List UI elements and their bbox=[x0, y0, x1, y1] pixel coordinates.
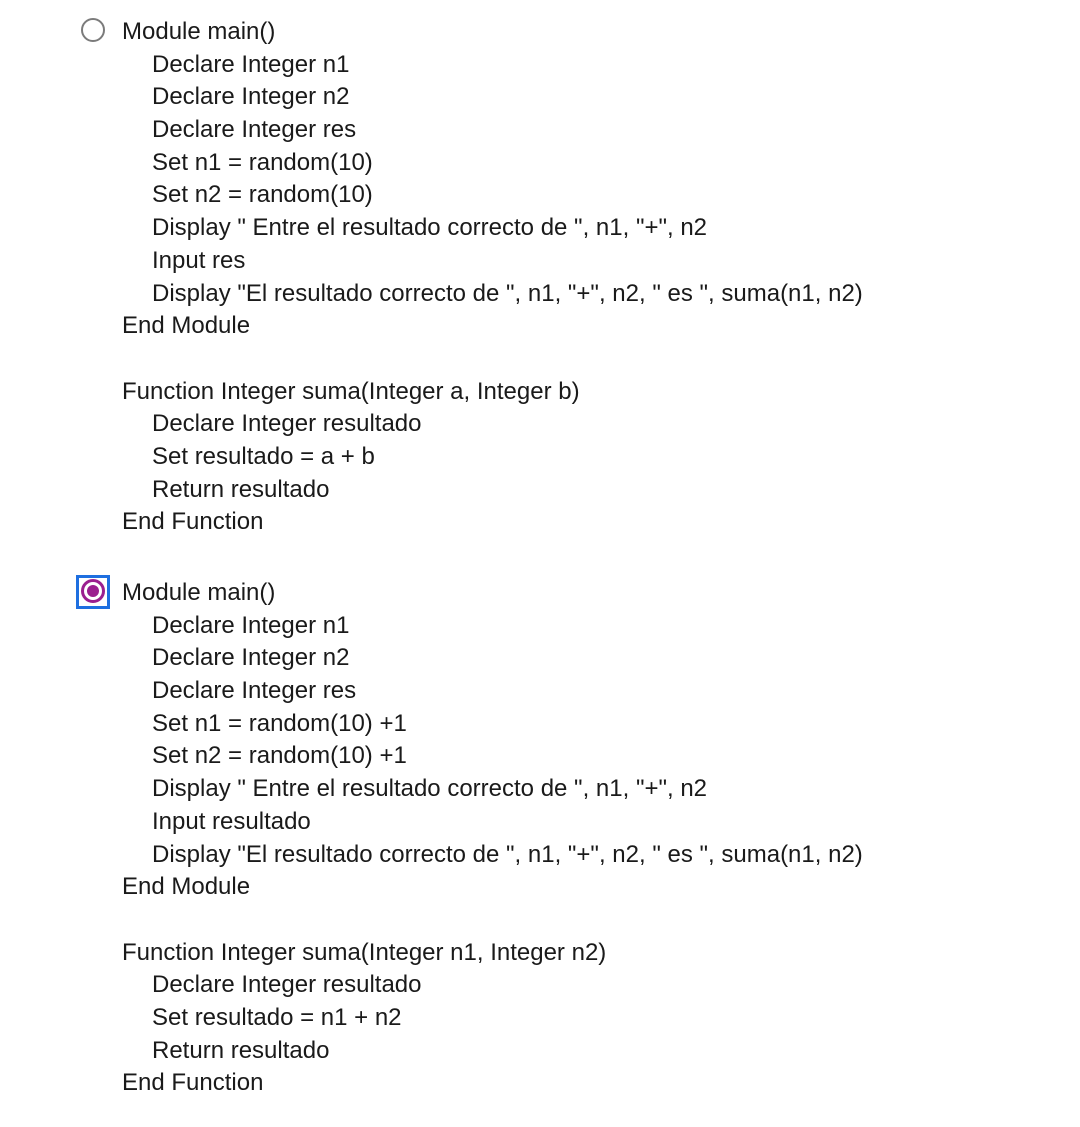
radio-unchecked-icon[interactable] bbox=[81, 18, 105, 42]
code-line: Declare Integer resultado bbox=[152, 971, 422, 999]
code-line: Declare Integer n2 bbox=[152, 83, 350, 111]
radio-checked-icon[interactable] bbox=[81, 579, 105, 603]
code-line: Set n2 = random(10) bbox=[152, 181, 373, 209]
code-block-option-1 bbox=[122, 16, 863, 539]
code-line: Return resultado bbox=[152, 1036, 330, 1064]
code-line: Display "El resultado correcto de ", n1, "+", n2, " es ", suma(n1, n2) bbox=[152, 840, 863, 868]
code-line: End Function bbox=[122, 1069, 264, 1097]
code-line: Set resultado = a + b bbox=[152, 442, 375, 470]
blank-line bbox=[122, 904, 863, 937]
code-line: Module main() bbox=[122, 18, 276, 45]
code-line: Set resultado = n1 + n2 bbox=[152, 1003, 402, 1031]
code-line: Declare Integer n2 bbox=[152, 644, 350, 672]
code-line: Set n1 = random(10) +1 bbox=[152, 709, 407, 737]
code-line: Set n2 = random(10) +1 bbox=[152, 742, 407, 770]
code-line: Declare Integer n1 bbox=[152, 50, 350, 78]
code-line: Declare Integer res bbox=[152, 677, 357, 705]
radio-button-option-1[interactable] bbox=[76, 14, 110, 48]
code-line: End Module bbox=[122, 312, 251, 340]
code-line: Input resultado bbox=[152, 807, 311, 835]
radio-button-option-2[interactable] bbox=[76, 575, 110, 609]
code-line: Module main() bbox=[122, 579, 276, 606]
code-line: End Module bbox=[122, 873, 251, 901]
code-line: Declare Integer res bbox=[152, 116, 357, 144]
blank-line bbox=[122, 343, 863, 376]
code-line: Input res bbox=[152, 246, 246, 274]
code-line: Function Integer suma(Integer a, Integer b) bbox=[122, 377, 580, 405]
code-line: Display "El resultado correcto de ", n1, "+", n2, " es ", suma(n1, n2) bbox=[152, 279, 863, 307]
code-line: Declare Integer n1 bbox=[152, 611, 350, 639]
code-block-option-2 bbox=[122, 577, 863, 1100]
code-line: Function Integer suma(Integer n1, Integer n2) bbox=[122, 938, 607, 966]
code-line: Display " Entre el resultado correcto de ", n1, "+", n2 bbox=[152, 214, 708, 242]
code-line: Return resultado bbox=[152, 475, 330, 503]
code-line: Set n1 = random(10) bbox=[152, 148, 373, 176]
code-line: Display " Entre el resultado correcto de ", n1, "+", n2 bbox=[152, 775, 708, 803]
code-line: Declare Integer resultado bbox=[152, 410, 422, 438]
code-line: End Function bbox=[122, 508, 264, 536]
